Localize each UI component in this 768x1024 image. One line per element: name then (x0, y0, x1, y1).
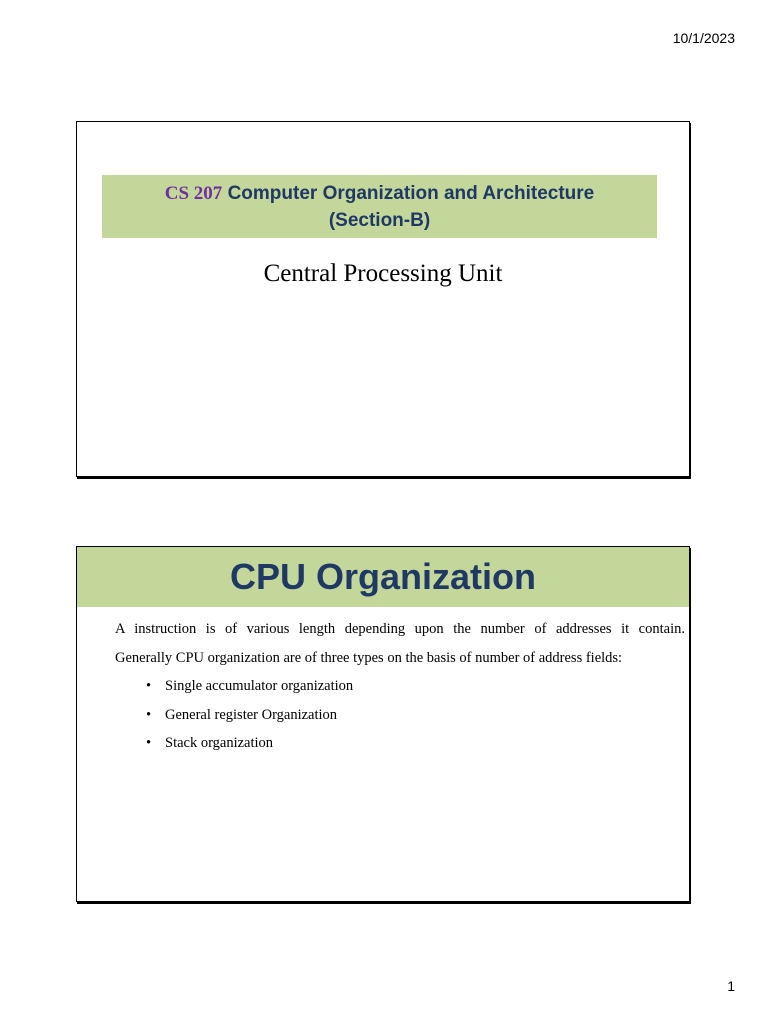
page-number: 1 (727, 978, 735, 994)
title-band (102, 175, 657, 238)
body-paragraph: A instruction is of various length depending upon the number of addresses it contain. (115, 621, 685, 637)
slide-cpu-organization (76, 546, 690, 902)
bullet-item: • Single accumulator organization (165, 672, 685, 701)
bullet-list (115, 672, 685, 758)
slide-title (76, 121, 690, 477)
slide-body (115, 615, 685, 758)
body-paragraph: Generally CPU organization are of three types on the basis of number of address fields: (115, 649, 623, 666)
slide-heading: CPU Organization (229, 556, 537, 597)
course-title-line1 (102, 180, 657, 207)
bullet-item: • Stack organization (165, 729, 685, 758)
slide-header-band (77, 547, 689, 607)
bullet-item: • General register Organization (165, 701, 685, 730)
course-code: CS 207 (164, 182, 223, 204)
slide-subtitle: Central Processing Unit (263, 260, 503, 287)
print-date: 10/1/2023 (672, 30, 735, 46)
course-name: Computer Organization and Architecture (227, 182, 595, 204)
course-section: (Section-B) (328, 209, 431, 231)
